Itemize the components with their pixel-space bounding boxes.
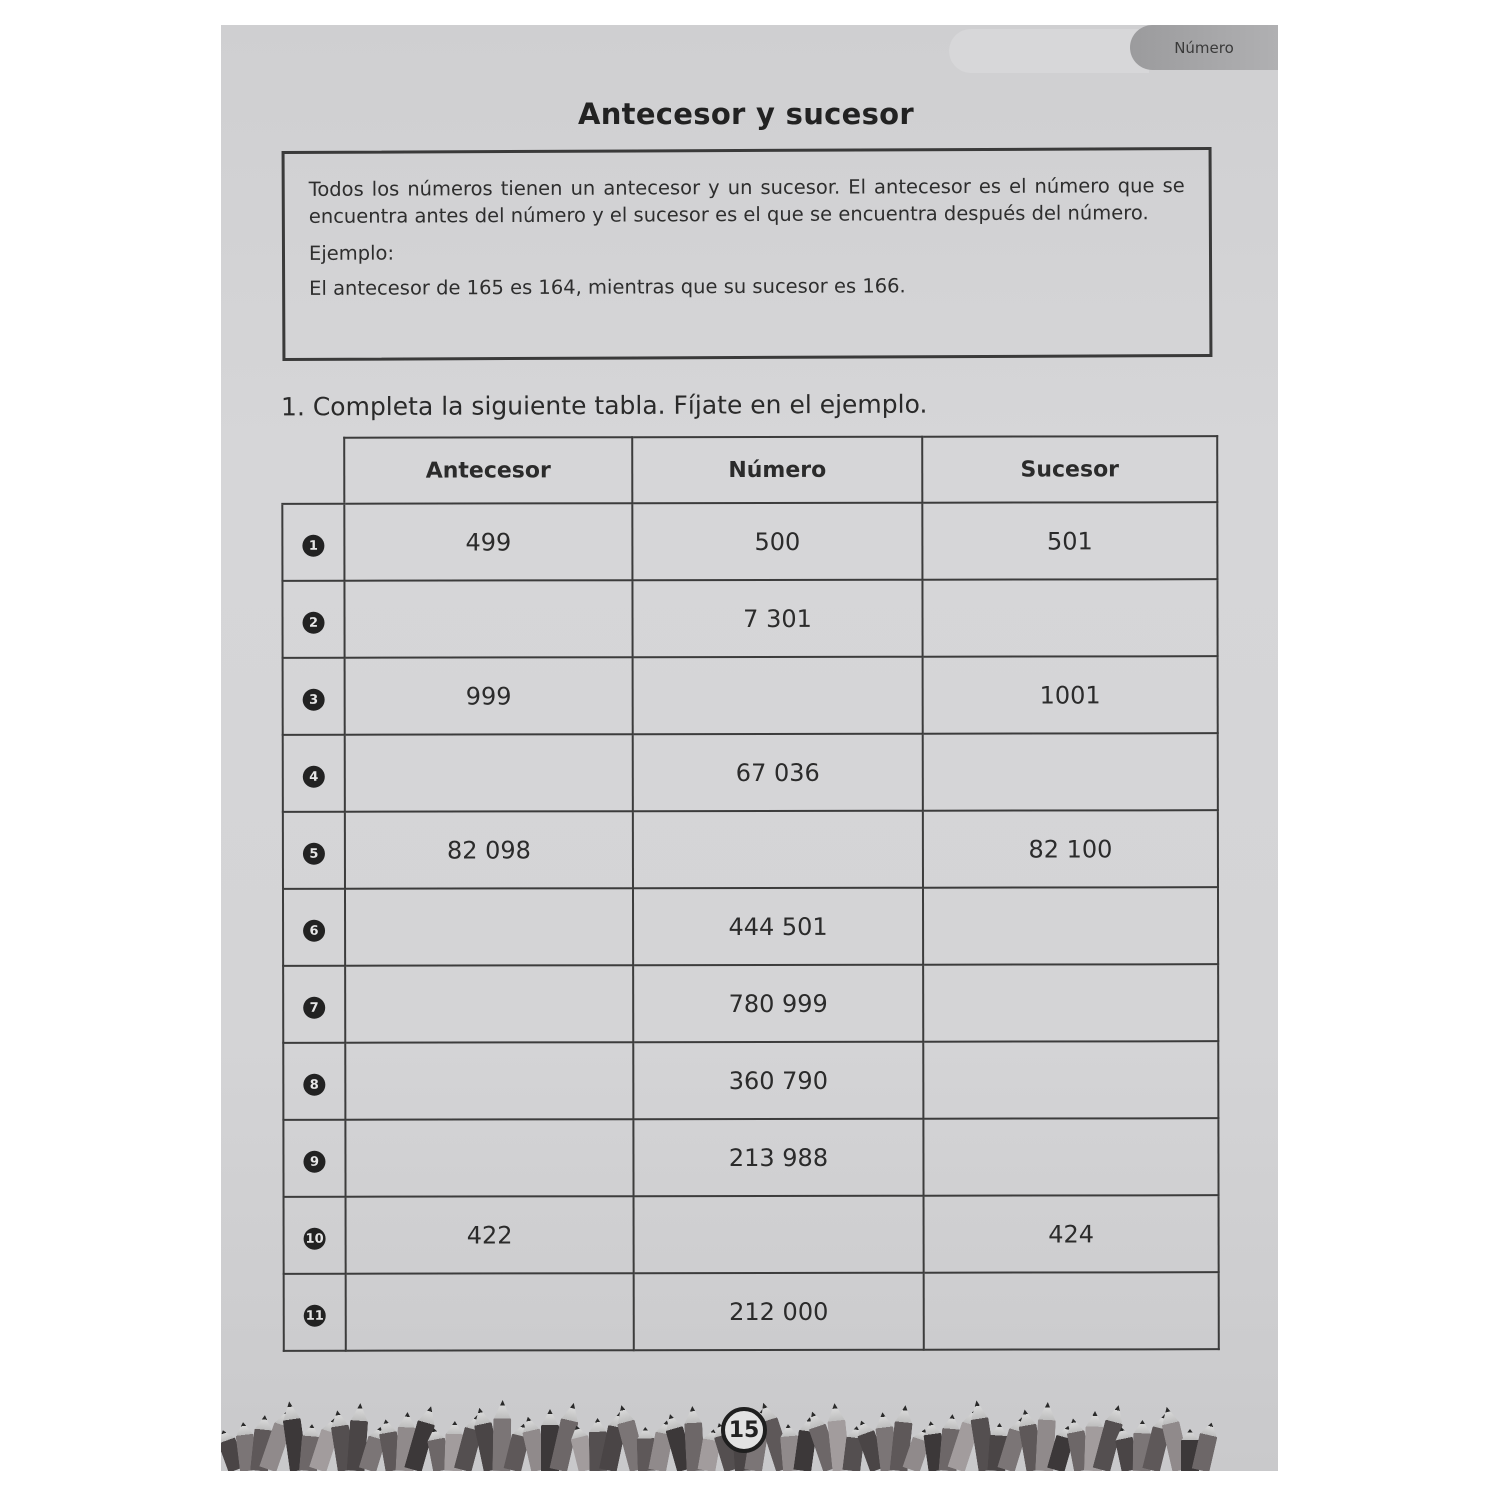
- row-number-badge: 11: [304, 1305, 326, 1327]
- table-row: [283, 887, 1218, 966]
- row-number-badge: 10: [304, 1228, 326, 1250]
- workbook-page: [221, 25, 1278, 1471]
- cell-sucesor[interactable]: [923, 733, 1218, 811]
- cell-sucesor: 1001: [923, 656, 1218, 734]
- row-index-cell: [283, 658, 345, 735]
- row-number-badge: 3: [303, 689, 325, 711]
- column-header-antecesor: Antecesor: [344, 437, 632, 504]
- table-row: [284, 1195, 1219, 1274]
- table-row: [283, 733, 1218, 812]
- page-number-badge: [721, 1407, 767, 1453]
- table-row: [283, 964, 1218, 1043]
- show-through-tab: [949, 29, 1149, 73]
- row-index-cell: [283, 889, 345, 966]
- cell-antecesor[interactable]: [346, 1273, 634, 1351]
- cell-antecesor: 499: [344, 503, 632, 581]
- row-index-cell: [284, 1274, 346, 1351]
- cell-numero: 444 501: [633, 888, 923, 966]
- cell-numero: 67 036: [633, 734, 923, 812]
- row-number-badge: 7: [303, 997, 325, 1019]
- cell-antecesor[interactable]: [345, 965, 633, 1043]
- exercise-table: [281, 435, 1220, 1352]
- example-text: El antecesor de 165 es 164, mientras que su sucesor es 166.: [309, 274, 906, 300]
- table-row: [284, 1272, 1219, 1351]
- cell-sucesor[interactable]: [923, 964, 1218, 1042]
- row-index-cell: [283, 1120, 345, 1197]
- cell-antecesor: 422: [346, 1196, 634, 1274]
- row-index-cell: [284, 1197, 346, 1274]
- cell-numero: 212 000: [634, 1273, 924, 1351]
- column-header-numero: Número: [632, 437, 922, 504]
- cell-sucesor: 424: [924, 1195, 1219, 1273]
- cell-sucesor[interactable]: [922, 579, 1217, 657]
- exercise-table-wrap: [282, 436, 1222, 1351]
- cell-sucesor[interactable]: [924, 1272, 1219, 1350]
- header-corner: [282, 438, 344, 504]
- cell-sucesor[interactable]: [923, 887, 1218, 965]
- example-label: Ejemplo:: [308, 241, 395, 265]
- table-row: [283, 810, 1218, 889]
- cell-antecesor[interactable]: [345, 1042, 633, 1120]
- section-tab-label: Número: [1174, 38, 1234, 57]
- cell-numero[interactable]: [634, 1196, 924, 1274]
- cell-numero: 7 301: [632, 580, 922, 658]
- section-tab: [1130, 25, 1278, 70]
- table-row: [283, 1118, 1218, 1197]
- table-row: [283, 1041, 1218, 1120]
- row-number-badge: 9: [303, 1151, 325, 1173]
- row-index-cell: [283, 966, 345, 1043]
- cell-antecesor[interactable]: [345, 734, 633, 812]
- cell-numero[interactable]: [633, 657, 923, 735]
- row-number-badge: 2: [303, 612, 325, 634]
- cell-sucesor[interactable]: [923, 1118, 1218, 1196]
- page-number: 15: [728, 1417, 760, 1443]
- table-row: [283, 656, 1218, 735]
- cell-antecesor[interactable]: [345, 1119, 633, 1197]
- cell-antecesor[interactable]: [345, 888, 633, 966]
- info-box: [282, 147, 1213, 361]
- row-index-cell: [283, 735, 345, 812]
- table-row: [282, 579, 1217, 658]
- row-number-badge: 5: [303, 843, 325, 865]
- cell-antecesor: 999: [345, 657, 633, 735]
- row-number-badge: 6: [303, 920, 325, 942]
- cell-numero: 360 790: [633, 1042, 923, 1120]
- table-row: [282, 502, 1217, 581]
- cell-numero: 780 999: [633, 965, 923, 1043]
- cell-sucesor: 501: [922, 502, 1217, 580]
- cell-antecesor: 82 098: [345, 811, 633, 889]
- row-index-cell: [283, 1043, 345, 1120]
- cell-antecesor[interactable]: [344, 580, 632, 658]
- cell-sucesor: 82 100: [923, 810, 1218, 888]
- row-index-cell: [282, 504, 344, 581]
- cell-sucesor[interactable]: [923, 1041, 1218, 1119]
- info-body: Todos los números tienen un antecesor y un sucesor. El antecesor es el número que se encuentra antes del número y el sucesor es el que se encuentra después del número.: [308, 174, 1185, 228]
- exercise-instruction: 1. Completa la siguiente tabla. Fíjate en el ejemplo.: [280, 389, 928, 422]
- cell-numero: 500: [632, 503, 922, 581]
- row-index-cell: [283, 812, 345, 889]
- row-number-badge: 1: [302, 535, 324, 557]
- row-number-badge: 4: [303, 766, 325, 788]
- row-index-cell: [282, 581, 344, 658]
- page-title: Antecesor y sucesor: [577, 97, 914, 131]
- cell-numero: 213 988: [633, 1119, 923, 1197]
- row-number-badge: 8: [303, 1074, 325, 1096]
- table-header-row: [282, 436, 1217, 504]
- cell-numero[interactable]: [633, 811, 923, 889]
- column-header-sucesor: Sucesor: [922, 436, 1217, 503]
